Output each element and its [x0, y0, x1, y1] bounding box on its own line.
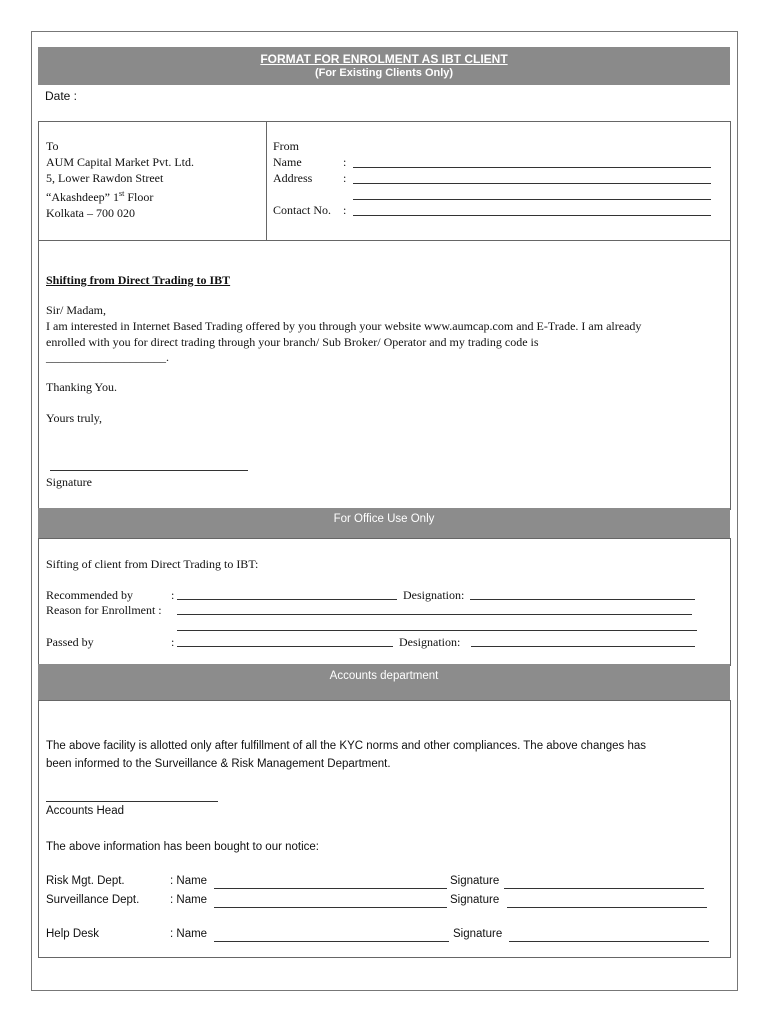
helpdesk-name-field[interactable]: [214, 928, 449, 942]
office-bar: For Office Use Only: [38, 508, 730, 538]
recommended-row: Recommended by : Designation:: [46, 587, 696, 603]
surveillance-signature-field[interactable]: [507, 894, 707, 908]
from-address-row2: [273, 186, 713, 202]
thanks: Thanking You.: [46, 380, 118, 394]
from-name-row: Name :: [273, 154, 713, 170]
form-subtitle: (For Existing Clients Only): [314, 67, 454, 79]
dept-row-risk: Risk Mgt. Dept. : Name Signature: [46, 875, 716, 891]
salutation: Sir/ Madam,: [46, 303, 106, 317]
title-bar: [38, 47, 730, 85]
dept-row-helpdesk: Help Desk : Name Signature: [46, 928, 716, 944]
passed-row: Passed by : Designation:: [46, 634, 696, 650]
passed-field[interactable]: [177, 634, 393, 647]
surveillance-name-field[interactable]: [214, 894, 447, 908]
closing: Yours truly,: [46, 411, 103, 425]
from-block: [273, 138, 713, 218]
reason-field[interactable]: [177, 602, 692, 615]
from-label: From: [273, 139, 300, 153]
building: “Akashdeep” 1st Floor: [46, 189, 154, 204]
notice-text: The above information has been bought to our notice:: [46, 841, 319, 853]
from-address-row: Address :: [273, 170, 713, 186]
recommended-field[interactable]: [177, 587, 397, 600]
address-field[interactable]: [353, 170, 711, 184]
date-label: Date :: [45, 89, 78, 103]
reason-field-2[interactable]: [177, 630, 697, 631]
address-divider: [266, 121, 267, 241]
reason-row: Reason for Enrollment :: [46, 602, 696, 618]
signature-label: Signature: [46, 475, 92, 489]
sifting-text: Sifting of client from Direct Trading to IBT:: [46, 557, 259, 571]
form-title: FORMAT FOR ENROLMENT AS IBT CLIENT: [260, 52, 508, 66]
to-block: [46, 138, 194, 221]
to-label: To: [46, 139, 59, 153]
accounts-head-label: Accounts Head: [46, 805, 124, 817]
letter-heading: Shifting from Direct Trading to IBT: [46, 273, 231, 287]
signature-line[interactable]: [50, 470, 248, 471]
body-line-1: I am interested in Internet Based Trading offered by you through your website www.aumcap.com and E-Trade. I am already: [46, 319, 642, 333]
trading-code-field[interactable]: ____________________.: [46, 350, 169, 364]
designation-label-2: Designation:: [399, 635, 461, 649]
name-field[interactable]: [353, 154, 711, 168]
dept-row-surveillance: Surveillance Dept. : Name Signature: [46, 894, 716, 910]
address-field-2[interactable]: [353, 186, 711, 200]
designation-field-2[interactable]: [471, 634, 695, 647]
contact-field[interactable]: [353, 202, 711, 216]
city: Kolkata – 700 020: [46, 206, 135, 220]
from-contact-row: Contact No. :: [273, 202, 713, 218]
accounts-head-line[interactable]: [46, 801, 218, 802]
accounts-para-1: The above facility is allotted only after fulfillment of all the KYC norms and other compliances. The above changes has: [46, 740, 647, 752]
risk-name-field[interactable]: [214, 875, 447, 889]
body-line-2: enrolled with you for direct trading through your branch/ Sub Broker/ Operator and my trading code is: [46, 335, 539, 349]
designation-field-1[interactable]: [470, 587, 695, 600]
designation-label-1: Designation:: [403, 588, 465, 602]
accounts-bar: Accounts department: [38, 664, 730, 700]
risk-signature-field[interactable]: [504, 875, 704, 889]
street: 5, Lower Rawdon Street: [46, 171, 164, 185]
accounts-para-2: been informed to the Surveillance & Risk Management Department.: [46, 758, 391, 770]
helpdesk-signature-field[interactable]: [509, 928, 709, 942]
company-name: AUM Capital Market Pvt. Ltd.: [46, 155, 194, 169]
